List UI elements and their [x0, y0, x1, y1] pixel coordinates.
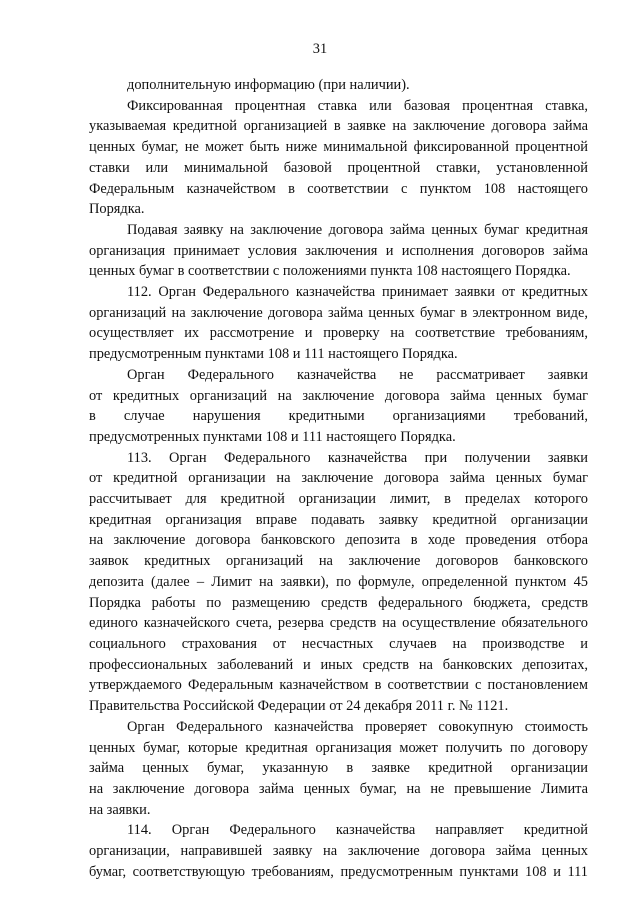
text-line: Порядка работы по размещению средств федерального бюджета, средств: [89, 594, 588, 611]
text-line: на заявки.: [89, 801, 151, 818]
text-line: указываемая кредитной организацией в заявке на заключение договора займа: [89, 118, 588, 135]
text-line: организация принимает условия заключения и исполнения договоров займа: [89, 242, 588, 259]
text-line: Правительства Российской Федерации от 24 декабря 2011 г. № 1121.: [89, 698, 509, 715]
text-line: Орган Федерального казначейства проверяет совокупную стоимость: [127, 718, 588, 735]
text-line: ценных бумаг, не может быть ниже минимальной фиксированной процентной: [89, 139, 588, 156]
text-line: профессиональных заболеваний и иных средств на банковских депозитах,: [89, 656, 588, 673]
text-line: рассчитывает для кредитной организации лимит, в пределах которого: [89, 491, 588, 508]
text-line: кредитная организация вправе подавать заявку кредитной организации: [89, 511, 588, 528]
page-number: 31: [312, 41, 328, 57]
text-line: Орган Федерального казначейства не рассматривает заявки: [127, 366, 588, 383]
text-line: ценных бумаг, которые кредитная организация может получить по договору: [89, 739, 588, 756]
text-line: от кредитных организаций на заключение договора займа ценных бумаг: [89, 387, 588, 404]
text-line: Фиксированная процентная ставка или базовая процентная ставка,: [127, 97, 588, 114]
text-line: от кредитной организации на заключение договора займа ценных бумаг: [89, 470, 588, 487]
text-line: Порядка.: [89, 201, 145, 218]
text-line: ценных бумаг в соответствии с положениями пункта 108 настоящего Порядка.: [89, 263, 571, 280]
text-line: утверждаемого Федеральным казначейством в соответствии с постановлением: [89, 677, 588, 694]
text-line: Федеральным казначейством в соответствии с пунктом 108 настоящего: [89, 180, 588, 197]
text-line: 114. Орган Федерального казначейства направляет кредитной: [127, 822, 588, 839]
text-line: предусмотренным пунктами 108 и 111 настоящего Порядка.: [89, 346, 458, 363]
text-line: на заключение договора займа ценных бумаг, на не превышение Лимита: [89, 780, 588, 797]
document-body: [89, 75, 588, 882]
text-line: Подавая заявку на заключение договора займа ценных бумаг кредитная: [127, 221, 588, 238]
text-line: дополнительную информацию (при наличии).: [127, 77, 410, 93]
text-line: в случае нарушения кредитными организациями требований,: [89, 408, 588, 425]
text-line: заявок кредитных организаций на заключение договоров банковского: [89, 553, 588, 570]
text-line: депозита (далее – Лимит на заявки), по формуле, определенной пунктом 45: [89, 573, 588, 590]
text-line: займа ценных бумаг, указанную в заявке кредитной организации: [89, 760, 588, 777]
text-line: бумаг, соответствующую требованиям, предусмотренным пунктами 108 и 111: [89, 863, 588, 880]
text-line: на заключение договора банковского депозита в ходе проведения отбора: [89, 532, 588, 549]
text-line: социального страхования от несчастных случаев на производстве и: [89, 635, 588, 652]
text-line: осуществляет их рассмотрение и проверку на соответствие требованиям,: [89, 325, 588, 342]
text-line: ставки или минимальной базовой процентной ставки, установленной: [89, 159, 588, 176]
text-line: единого казначейского счета, резерва средств на осуществление обязательного: [89, 615, 588, 632]
text-line: организаций на заключение договора займа ценных бумаг в электронном виде,: [89, 304, 588, 321]
text-line: организации, направившей заявку на заключение договора займа ценных: [89, 843, 588, 860]
text-line: 113. Орган Федерального казначейства при получении заявки: [127, 449, 588, 466]
text-line: предусмотренных пунктами 108 и 111 настоящего Порядка.: [89, 428, 456, 445]
text-line: 112. Орган Федерального казначейства принимает заявки от кредитных: [127, 284, 588, 301]
